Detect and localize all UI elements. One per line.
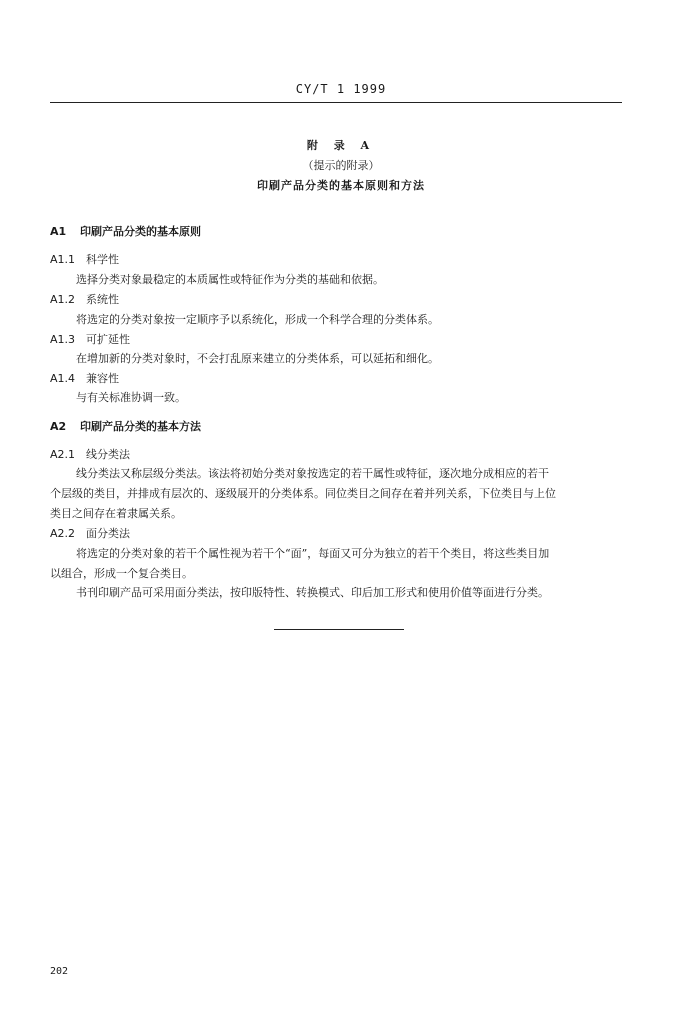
paragraph-a1-2: 将选定的分类对象按一定顺序予以系统化，形成一个科学合理的分类体系。 xyxy=(76,313,439,326)
paragraph-a2-1-line: 个层级的类目，并排成有层次的、逐级展开的分类体系。同位类目之间存在着并列关系，下位类目与上位 xyxy=(50,487,556,500)
subsection-heading-a1-1 xyxy=(50,253,119,267)
section-heading-a2 xyxy=(50,420,201,434)
header-rule xyxy=(50,102,622,103)
subsection-title: 面分类法 xyxy=(86,527,130,540)
section-number: A1 xyxy=(50,225,67,238)
subsection-number: A2.1 xyxy=(50,448,76,461)
subsection-number: A1.2 xyxy=(50,293,76,306)
appendix-subtitle: 印刷产品分类的基本原则和方法 xyxy=(257,179,425,192)
subsection-title: 线分类法 xyxy=(86,448,130,461)
subsection-number: A1.4 xyxy=(50,372,76,385)
paragraph-a1-3: 在增加新的分类对象时，不会打乱原来建立的分类体系，可以延拓和细化。 xyxy=(76,352,439,365)
paragraph-a1-4: 与有关标准协调一致。 xyxy=(76,391,186,404)
section-title: 印刷产品分类的基本原则 xyxy=(80,225,201,238)
subsection-title: 兼容性 xyxy=(86,372,119,385)
appendix-note: （提示的附录） xyxy=(302,159,380,172)
section-number: A2 xyxy=(50,420,67,433)
subsection-title: 系统性 xyxy=(86,293,119,306)
paragraph-a2-2-line: 书刊印刷产品可采用面分类法，按印版特性、转换模式、印后加工形式和使用价值等面进行分类。 xyxy=(76,586,549,599)
subsection-heading-a1-2 xyxy=(50,293,119,307)
subsection-heading-a1-3 xyxy=(50,333,130,347)
subsection-heading-a2-1 xyxy=(50,448,130,462)
paragraph-a1-1: 选择分类对象最稳定的本质属性或特征作为分类的基础和依据。 xyxy=(76,273,384,286)
appendix-title: 附 录 A xyxy=(306,139,376,152)
subsection-heading-a1-4 xyxy=(50,372,119,386)
paragraph-a2-2-line: 以组合，形成一个复合类目。 xyxy=(50,567,193,580)
subsection-title: 可扩延性 xyxy=(86,333,130,346)
end-rule xyxy=(274,629,404,630)
paragraph-a2-1-line: 类目之间存在着隶属关系。 xyxy=(50,507,182,520)
subsection-heading-a2-2 xyxy=(50,527,130,541)
page-number: 202 xyxy=(50,966,69,977)
paragraph-a2-1-line: 线分类法又称层级分类法。该法将初始分类对象按选定的若干属性或特征，逐次地分成相应的若干 xyxy=(76,467,549,480)
section-heading-a1 xyxy=(50,225,201,239)
subsection-number: A1.3 xyxy=(50,333,76,346)
subsection-number: A2.2 xyxy=(50,527,76,540)
subsection-title: 科学性 xyxy=(86,253,119,266)
standard-code-header: CY/T 1 1999 xyxy=(295,82,387,96)
subsection-number: A1.1 xyxy=(50,253,76,266)
paragraph-a2-2-line: 将选定的分类对象的若干个属性视为若干个“面”，每面又可分为独立的若干个类目，将这些类目加 xyxy=(76,547,550,560)
section-title: 印刷产品分类的基本方法 xyxy=(80,420,201,433)
